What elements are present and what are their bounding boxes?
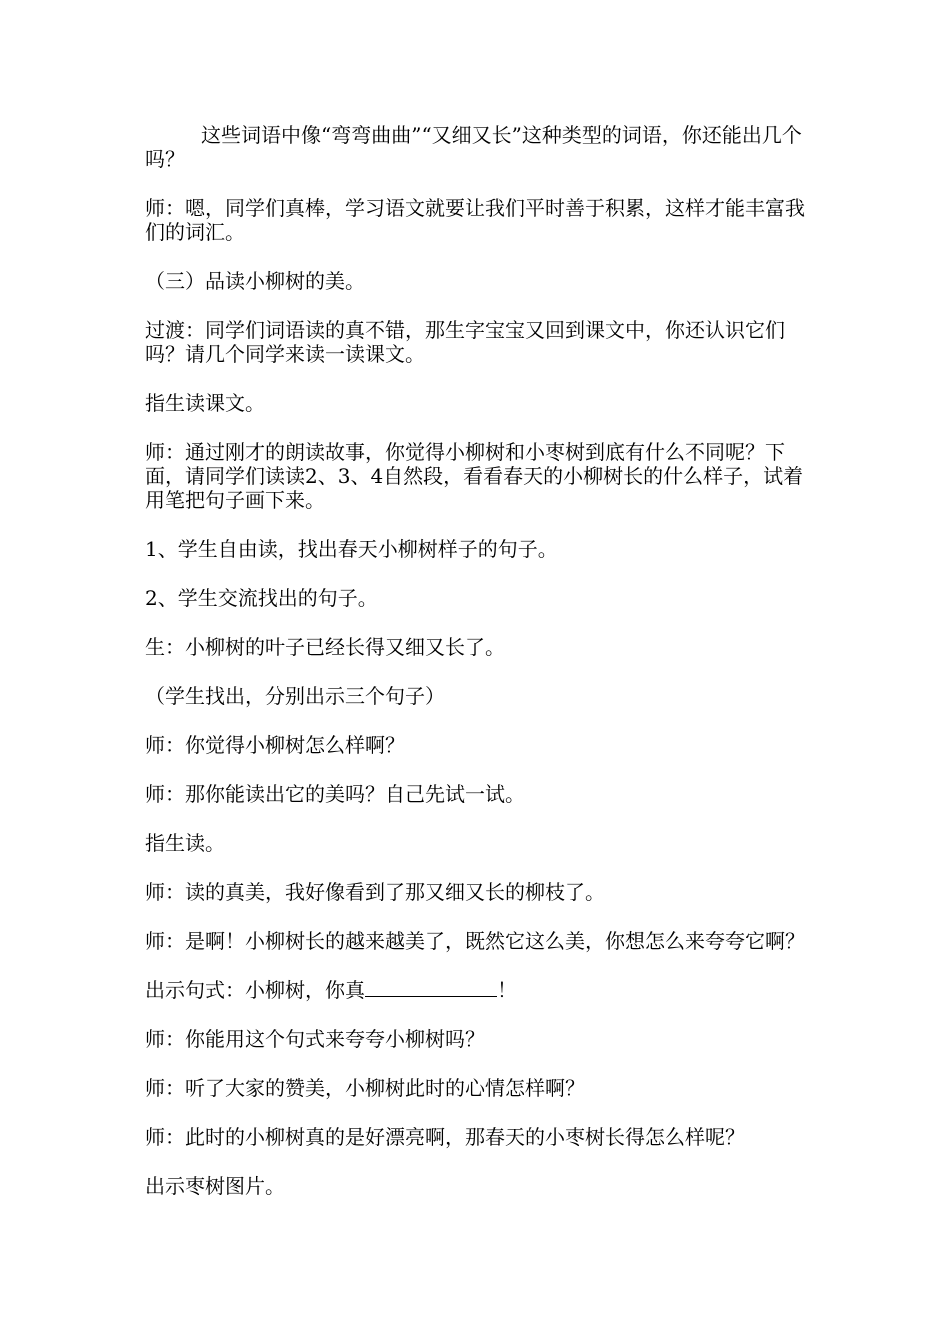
document-body xyxy=(145,123,810,1223)
paragraph: 这些词语中像“弯弯曲曲”“又细又长”这种类型的词语，你还能出几个吗？ xyxy=(145,123,802,171)
paragraph: 师：你能用这个句式来夸夸小柳树吗？ xyxy=(145,1027,485,1051)
sentence-pattern-end: ！ xyxy=(497,978,517,1002)
paragraph: 师：读的真美，我好像看到了那又细又长的柳枝了。 xyxy=(145,880,605,904)
paragraph: 过渡：同学们词语读的真不错，那生字宝宝又回到课文中，你还认识它们吗？请几个同学来读一读课文。 xyxy=(145,318,785,366)
paragraph: 师：你觉得小柳树怎么样啊？ xyxy=(145,733,405,757)
paragraph: 师：此时的小柳树真的是好漂亮啊，那春天的小枣树长得怎么样呢？ xyxy=(145,1125,745,1149)
paragraph: 师：通过刚才的朗读故事，你觉得小柳树和小枣树到底有什么不同呢？下面，请同学们读读2、3、4自然段，看看春天的小柳树长的什么样子，试着用笔把句子画下来。 xyxy=(145,440,804,512)
paragraph: 师：嗯，同学们真棒，学习语文就要让我们平时善于积累，这样才能丰富我们的词汇。 xyxy=(145,196,805,244)
paragraph: 指生读课文。 xyxy=(145,391,265,415)
fill-in-blank-line xyxy=(365,978,497,997)
paragraph: 2、学生交流找出的句子。 xyxy=(145,586,378,610)
paragraph: 师：是啊！小柳树长的越来越美了，既然它这么美，你想怎么来夸夸它啊？ xyxy=(145,929,805,953)
sentence-pattern-paragraph xyxy=(145,978,810,1002)
paragraph: 指生读。 xyxy=(145,831,225,855)
paragraph: 师：听了大家的赞美，小柳树此时的心情怎样啊？ xyxy=(145,1076,585,1100)
paragraph: 师：那你能读出它的美吗？自己先试一试。 xyxy=(145,782,525,806)
section-heading: （三）品读小柳树的美。 xyxy=(145,269,365,293)
paragraph: 生：小柳树的叶子已经长得又细又长了。 xyxy=(145,635,505,659)
paragraph: 出示枣树图片。 xyxy=(145,1174,285,1198)
paragraph: 1、学生自由读，找出春天小柳树样子的句子。 xyxy=(145,537,558,561)
paragraph: （学生找出，分别出示三个句子） xyxy=(145,684,445,708)
sentence-pattern-text: 出示句式：小柳树，你真 xyxy=(145,978,365,1002)
